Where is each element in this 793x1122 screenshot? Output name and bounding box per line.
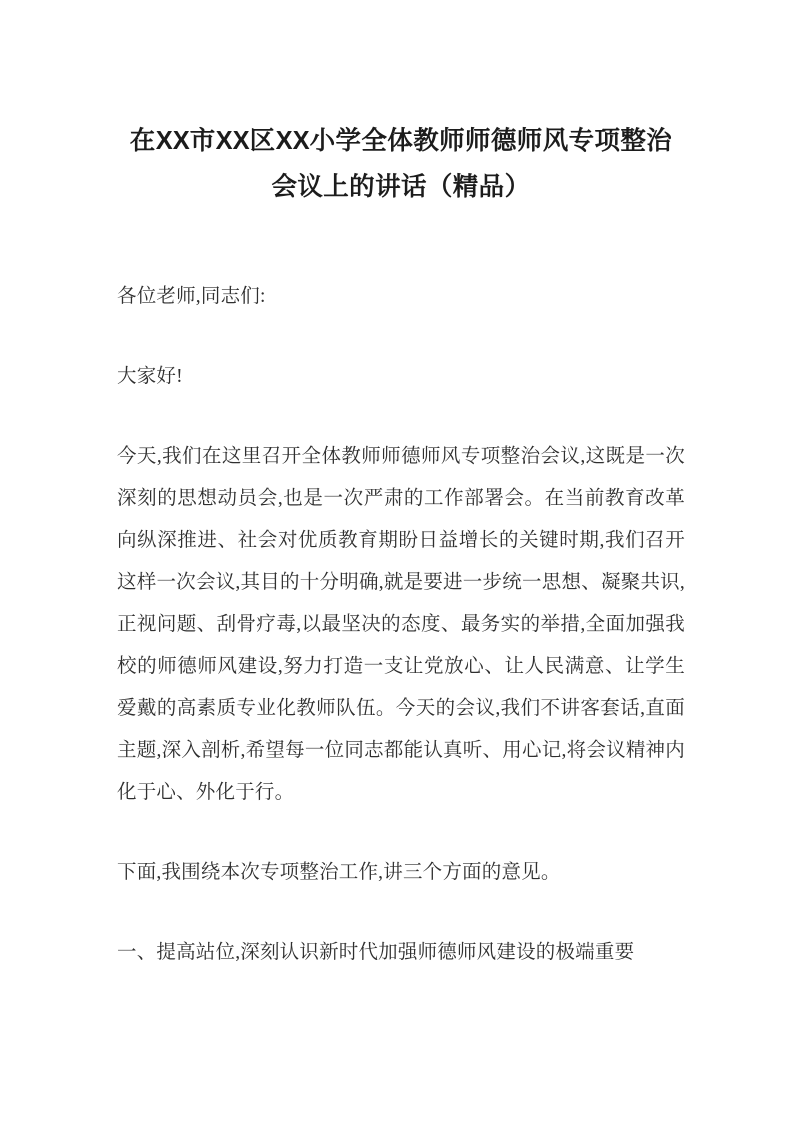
paragraph-opening: 今天,我们在这里召开全体教师师德师风专项整治会议,这既是一次深刻的思想动员会,也是一次严肃的工作部署会。在当前教育改革向纵深推进、社会对优质教育期盼日益增长的关键时期,我们召开这样一次会议,其目的十分明确,就是要进一步统一思想、凝聚共识,正视问题、刮骨疗毒,以最坚决的态度、最务实的举措,全面加强我校的师德师风建设,努力打造一支让党放心、让人民满意、让学生爱戴的高素质专业化教师队伍。今天的会议,我们不讲客套话,直面主题,深入剖析,希望每一位同志都能认真听、用心记,将会议精神内化于心、外化于行。 [117,446,685,803]
paragraph-section-one-heading: 一、提高站位,深刻认识新时代加强师德师风建设的极端重要 [117,942,635,963]
title-segment-city-suffix: 市 [189,126,216,155]
title-placeholder-city: XX [155,127,190,155]
title-segment-district-suffix: 区 [249,126,276,155]
document-body [117,276,685,974]
title-placeholder-district: XX [215,127,250,155]
title-segment-text: 在 [129,126,156,155]
paragraph-salutation: 各位老师,同志们: [117,286,266,307]
document-content [117,0,685,974]
title-placeholder-school: XX [275,127,310,155]
document-title [117,0,685,210]
title-segment-tail: 小学全体教师师德师风专项整治会议上的讲话（精品） [271,126,673,201]
paragraph-outline: 下面,我围绕本次专项整治工作,讲三个方面的意见。 [117,862,561,883]
paragraph-greeting: 大家好! [117,366,183,387]
